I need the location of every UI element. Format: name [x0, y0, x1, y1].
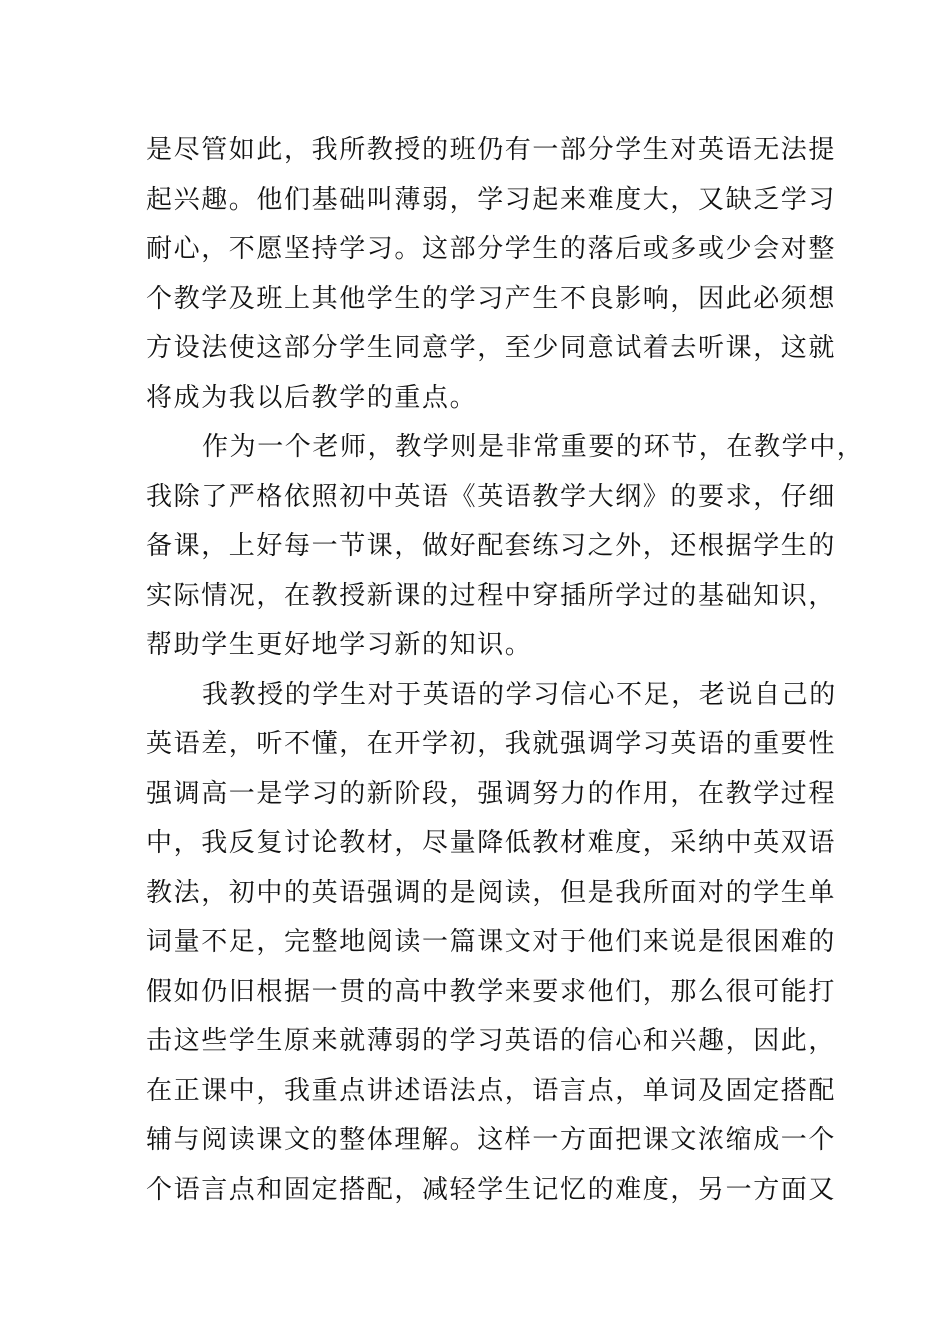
text-line: 教法，初中的英语强调的是阅读，但是我所面对的学生单 [146, 877, 837, 908]
text-line: 在正课中，我重点讲述语法点，语言点，单词及固定搭配 [146, 1075, 837, 1106]
text-line: 中，我反复讨论教材，尽量降低教材难度，采纳中英双语 [146, 828, 837, 858]
paragraph-start-line: 作为一个老师，教学则是非常重要的环节，在教学中， [202, 432, 865, 462]
text-line: 方设法使这部分学生同意学，至少同意试着去听课，这就 [146, 333, 837, 363]
text-line: 起兴趣。他们基础叫薄弱，学习起来难度大，又缺乏学习 [146, 184, 837, 215]
text-line: 假如仍旧根据一贯的高中教学来要求他们，那么很可能打 [146, 976, 837, 1007]
text-line: 个教学及班上其他学生的学习产生不良影响，因此必须想 [146, 283, 837, 314]
text-line: 我除了严格依照初中英语《英语教学大纲》的要求，仔细 [146, 481, 837, 512]
text-line: 将成为我以后教学的重点。 [146, 382, 478, 413]
text-line: 实际情况，在教授新课的过程中穿插所学过的基础知识， [146, 580, 837, 611]
text-line: 词量不足，完整地阅读一篇课文对于他们来说是很困难的 [146, 927, 837, 957]
paragraph-start-line: 我教授的学生对于英语的学习信心不足，老说自己的 [202, 679, 837, 710]
document-body [146, 126, 865, 1215]
text-line: 个语言点和固定搭配，减轻学生记忆的难度，另一方面又 [146, 1174, 837, 1205]
text-line: 击这些学生原来就薄弱的学习英语的信心和兴趣，因此， [146, 1026, 837, 1056]
text-line: 备课，上好每一节课，做好配套练习之外，还根据学生的 [146, 531, 837, 561]
text-line: 强调高一是学习的新阶段，强调努力的作用，在教学过程 [146, 778, 837, 809]
text-line: 耐心，不愿坚持学习。这部分学生的落后或多或少会对整 [146, 234, 837, 264]
text-line: 是尽管如此，我所教授的班仍有一部分学生对英语无法提 [146, 135, 837, 165]
text-line: 帮助学生更好地学习新的知识。 [146, 630, 533, 660]
text-line: 辅与阅读课文的整体理解。这样一方面把课文浓缩成一个 [146, 1125, 837, 1155]
text-line: 英语差，听不懂，在开学初，我就强调学习英语的重要性 [146, 729, 837, 759]
